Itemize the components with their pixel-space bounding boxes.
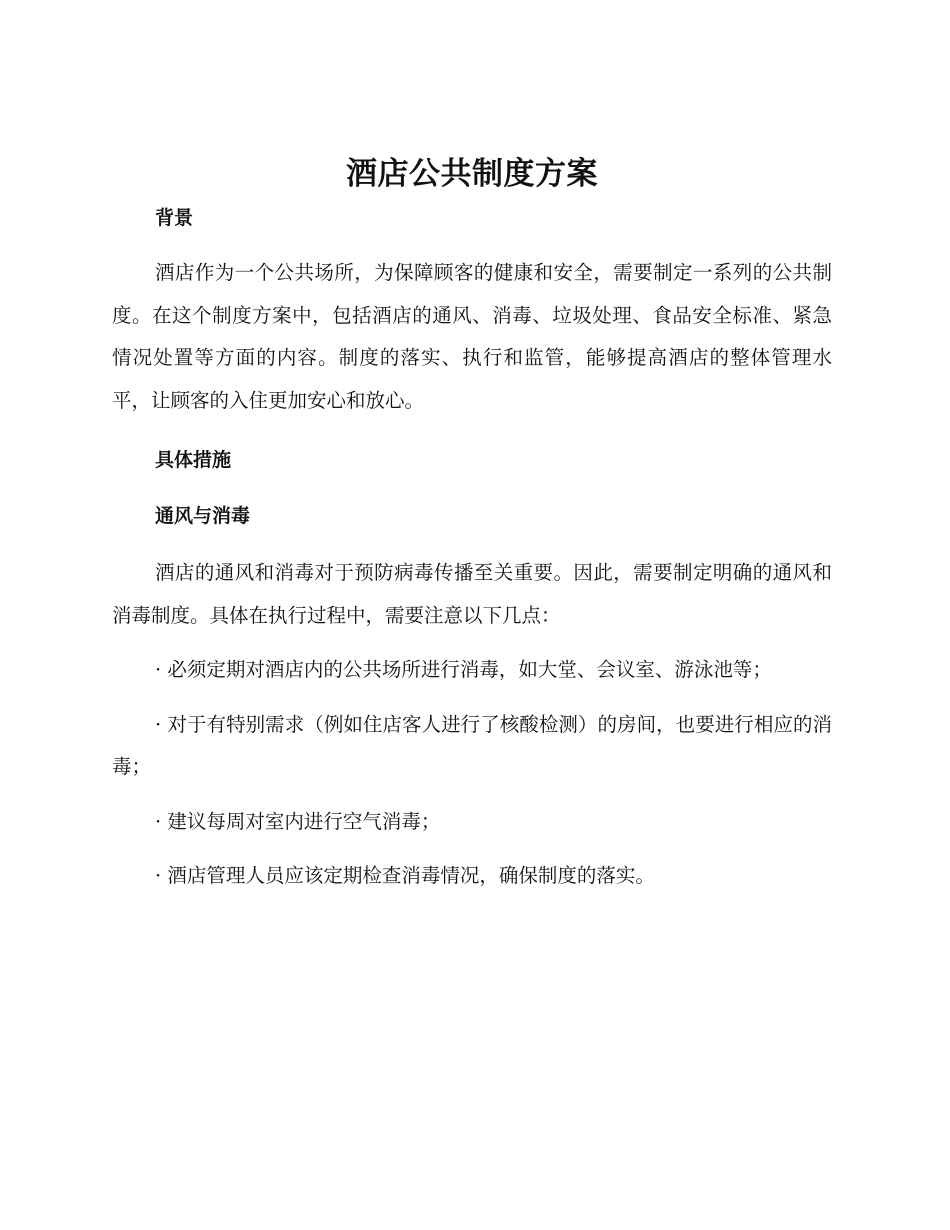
section-heading-ventilation: 通风与消毒	[155, 505, 251, 527]
bullet-list	[112, 649, 832, 898]
list-item: · 对于有特别需求（例如住店客人进行了核酸检测）的房间，也要进行相应的消毒；	[112, 712, 832, 778]
document-page	[112, 150, 832, 898]
list-item: · 必须定期对酒店内的公共场所进行消毒，如大堂、会议室、游泳池等；	[155, 658, 772, 681]
list-item: · 酒店管理人员应该定期检查消毒情况，确保制度的落实。	[155, 864, 655, 887]
background-paragraph: 酒店作为一个公共场所，为保障顾客的健康和安全，需要制定一系列的公共制度。在这个制度方案中，包括酒店的通风、消毒、垃圾处理、食品安全标准、紧急情况处置等方面的内容。制度的落实、执行和监管，能够提高酒店的整体管理水平，让顾客的入住更加安心和放心。	[112, 261, 832, 412]
ventilation-paragraph: 酒店的通风和消毒对于预防病毒传播至关重要。因此，需要制定明确的通风和消毒制度。具体在执行过程中，需要注意以下几点：	[112, 561, 832, 627]
section-heading-background: 背景	[155, 207, 194, 229]
list-item: · 建议每周对室内进行空气消毒；	[155, 809, 441, 833]
document-title: 酒店公共制度方案	[346, 156, 598, 192]
section-heading-measures: 具体措施	[155, 449, 232, 471]
